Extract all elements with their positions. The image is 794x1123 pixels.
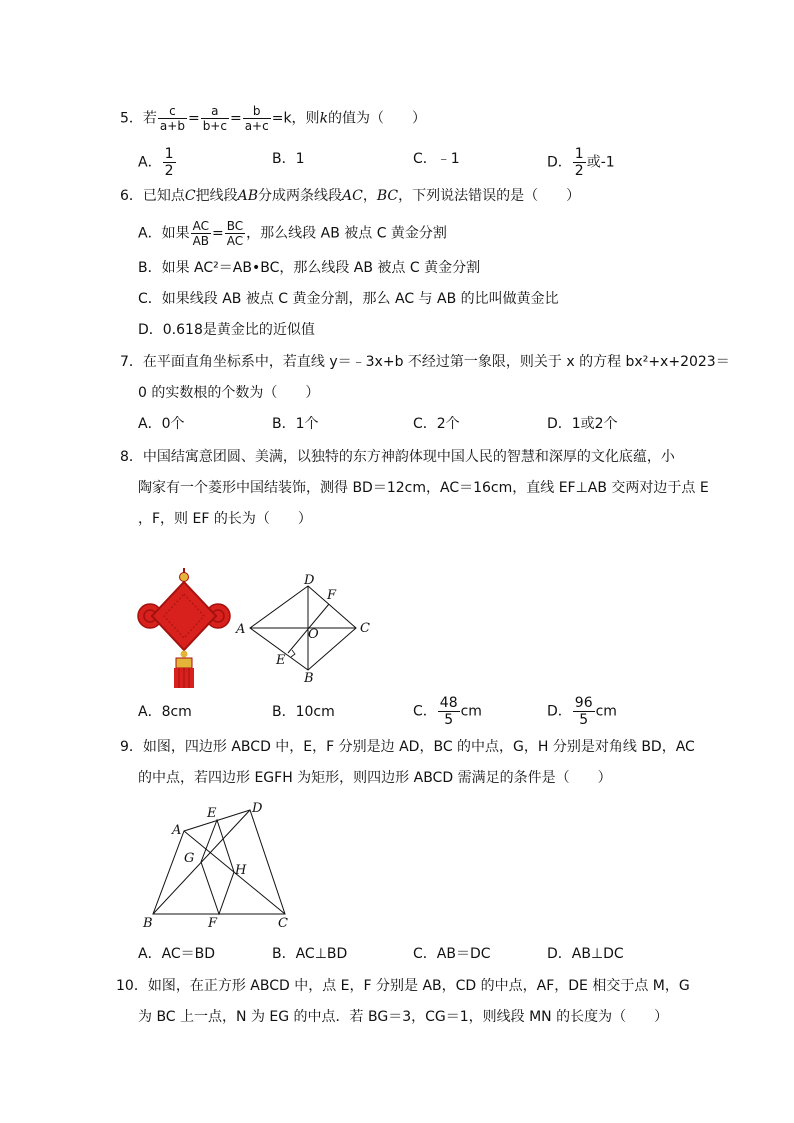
q7-stem-line1: 7．在平面直角坐标系中，若直线 y＝﹣3x+b 不经过第一象限，则关于 x 的方程 bx²+x+2023＝ — [120, 354, 730, 370]
label-o: O — [308, 627, 319, 642]
label-g: G — [184, 851, 195, 866]
q5-option-a[interactable]: A． $\frac{1}{2}$ — [138, 146, 174, 179]
q10-stem-line2: 为 BC 上一点，N 为 EG 的中点．若 BG＝3，CG＝1，则线段 MN 的长度为（ ） — [138, 1009, 669, 1025]
knot-bead-bottom — [181, 651, 188, 658]
q7-option-b[interactable]: B．1个 — [272, 416, 319, 432]
label-f: F — [327, 588, 337, 603]
q9-stem-line2: 的中点，若四边形 EGFH 为矩形，则四边形 ABCD 需满足的条件是（ ） — [138, 770, 612, 786]
q9-stem-line1: 9．如图，四边形 ABCD 中，E，F 分别是边 AD，BC 的中点，G，H 分别是对角线 BD，AC — [120, 739, 695, 755]
q8-rhombus-figure — [234, 572, 376, 684]
label-h: H — [235, 863, 247, 878]
q8-option-c[interactable]: C． $\frac{48}{5}$ cm — [413, 695, 482, 728]
q6-option-c[interactable]: C．如果线段 AB 被点 C 黄金分割，那么 AC 与 AB 的比叫做黄金比 — [138, 291, 559, 307]
label-c: C — [360, 621, 370, 636]
q5-number: 5．若 — [120, 110, 157, 127]
q9-option-d[interactable]: D．AB⊥DC — [547, 946, 624, 962]
q9-option-b[interactable]: B．AC⊥BD — [272, 946, 348, 962]
q10-stem-line1: 10．如图，在正方形 ABCD 中，点 E，F 分别是 AB，CD 的中点，AF，DE 相交于点 M，G — [116, 978, 690, 994]
q8-stem-line1: 8．中国结寓意团圆、美满，以独特的东方神韵体现中国人民的智慧和深厚的文化底蕴，小 — [120, 449, 675, 465]
q5-option-d[interactable]: D． $\frac{1}{2}$ 或-1 — [547, 146, 615, 179]
q7-stem-line2: 0 的实数根的个数为（ ） — [138, 385, 320, 401]
q9-option-a[interactable]: A．AC＝BD — [138, 946, 216, 962]
q8-option-a[interactable]: A．8cm — [138, 704, 192, 720]
label-a: A — [236, 622, 246, 637]
q5-frac-2: $\frac{a}{b+c}$ — [202, 104, 227, 133]
q8-option-b[interactable]: B．10cm — [272, 704, 335, 720]
label-c: C — [278, 916, 288, 931]
label-e: E — [276, 653, 286, 668]
q6-option-a[interactable]: A．如果 $\frac{AC}{AB}$ = $\frac{BC}{AC}$ ，那么线段 AB 被点 C 黄金分割 — [138, 219, 447, 248]
q5-option-c[interactable]: C．﹣1 — [413, 151, 460, 167]
label-d: D — [252, 801, 263, 816]
q7-option-a[interactable]: A．0个 — [138, 416, 185, 432]
q8-option-d[interactable]: D． $\frac{96}{5}$ cm — [547, 695, 617, 728]
label-d: D — [304, 573, 315, 588]
knot-bead-top — [180, 573, 189, 582]
q9-option-c[interactable]: C．AB＝DC — [413, 946, 491, 962]
knot-body — [152, 582, 216, 650]
label-e: E — [207, 806, 217, 821]
label-f: F — [208, 916, 218, 931]
q7-option-d[interactable]: D．1或2个 — [547, 416, 618, 432]
q5-frac-3: $\frac{b}{a+c}$ — [244, 104, 269, 133]
label-b: B — [304, 671, 314, 684]
q8-stem-line3: ，F，则 EF 的长为（ ） — [138, 511, 312, 527]
q6-option-d[interactable]: D．0.618是黄金比的近似值 — [138, 322, 315, 338]
q6-option-b[interactable]: B．如果 AC²＝AB•BC，那么线段 AB 被点 C 黄金分割 — [138, 260, 481, 276]
q5-option-b[interactable]: B．1 — [272, 151, 305, 167]
knot-tassel-cap — [176, 658, 192, 668]
q5-frac-1: $\frac{c}{a+b}$ — [159, 104, 185, 133]
q6-stem: 6．已知点C把线段AB分成两条线段AC，BC，下列说法错误的是（ ） — [120, 188, 581, 204]
quad-egfh — [201, 820, 234, 914]
q9-quadrilateral-figure — [140, 800, 300, 932]
right-angle-mark — [291, 650, 295, 657]
q7-option-c[interactable]: C．2个 — [413, 416, 460, 432]
label-a: A — [172, 823, 182, 838]
q8-stem-line2: 陶家有一个菱形中国结装饰，测得 BD＝12cm，AC＝16cm，直线 EF⊥AB 交两对边于点 E — [138, 480, 709, 496]
label-b: B — [143, 916, 153, 931]
q5-stem: 5．若 $\frac{c}{a+b}$ = $\frac{a}{b+c}$ = $\frac{b}{a+c}$ =k，则k的值为（ ） — [120, 104, 427, 133]
chinese-knot-image — [136, 568, 232, 690]
